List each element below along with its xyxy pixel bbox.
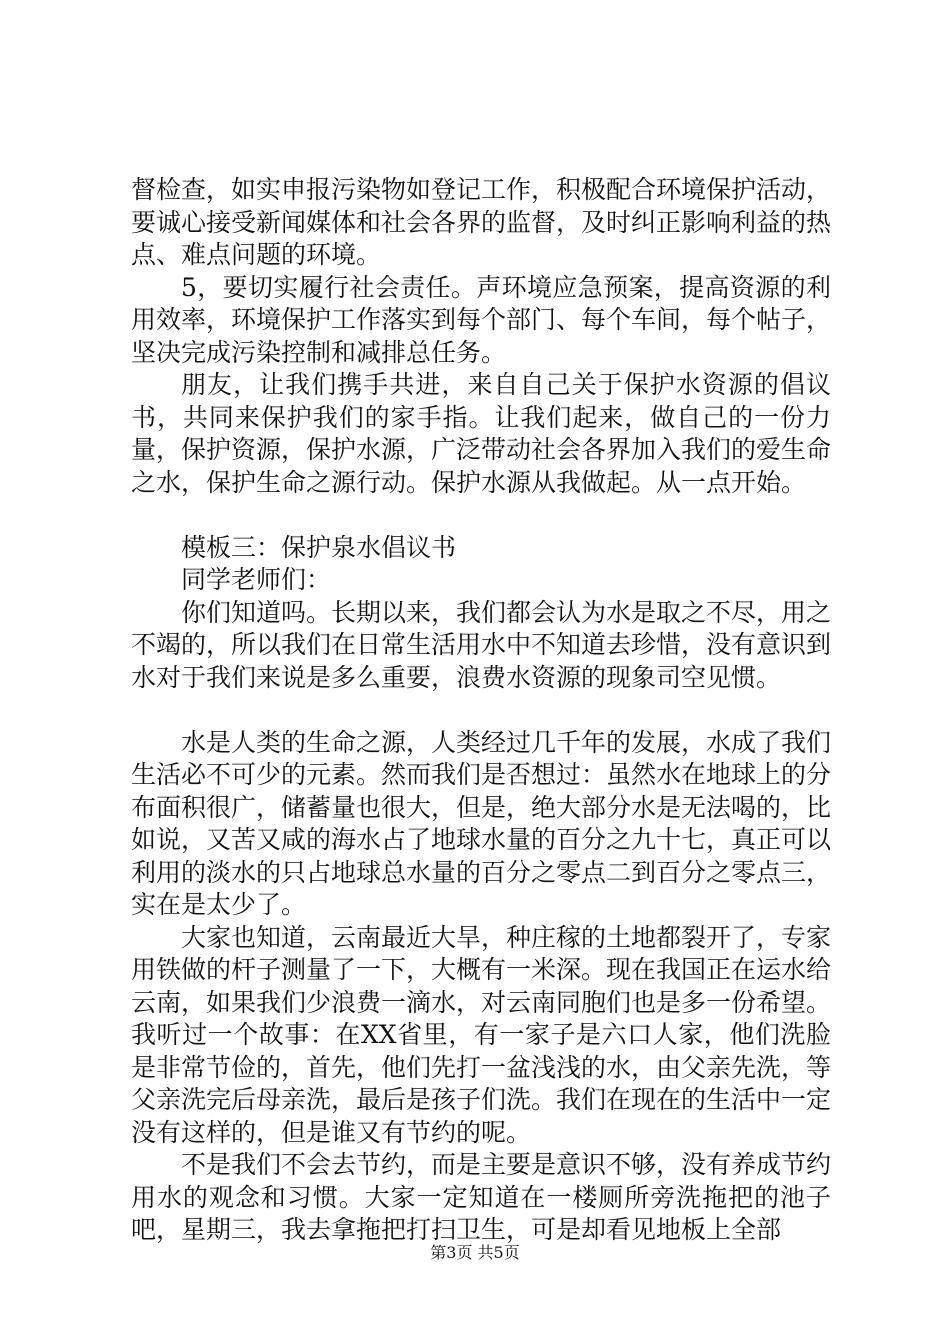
paragraph-continuation: 督检查，如实申报污染物如登记工作，积极配合环境保护活动，要诚心接受新闻媒体和社会各界的监督，及时纠正影响利益的热点、难点问题的环境。 xyxy=(131,175,832,269)
salutation: 同学老师们： xyxy=(181,565,332,594)
paragraph-closing: 朋友，让我们携手共进，来自自己关于保护水资源的倡议书，共同来保护我们的家手指。让我们起来，做自己的一份力量，保护资源，保护水源，广泛带动社会各界加入我们的爱生命之水，保护生命之源行动。保护水源从我做起。从一点开始。 xyxy=(131,370,832,497)
section-heading: 模板三：保护泉水倡议书 xyxy=(181,532,457,562)
paragraph-awareness: 不是我们不会去节约，而是主要是意识不够，没有养成节约用水的观念和习惯。大家一定知道在一楼厕所旁洗拖把的池子吧，星期三，我去拿拖把打扫卫生，可是却看见地板上全部 xyxy=(131,1150,832,1244)
paragraph-intro: 你们知道吗。长期以来，我们都会认为水是取之不尽，用之不竭的，所以我们在日常生活用水中不知道去珍惜，没有意识到水对于我们来说是多么重要，浪费水资源的现象司空见惯。 xyxy=(131,597,832,692)
paragraph-yunnan-drought: 大家也知道，云南最近大旱，种庄稼的土地都裂开了，专家用铁做的杆子测量了一下，大概有一米深。现在我国正在运水给云南，如果我们少浪费一滴水，对云南同胞们也是多一份希望。我听过一个故事：在XX省里，有一家子是六口人家，他们洗脸是非常节俭的，首先，他们先打一盆浅浅的水，由父亲先洗，等父亲洗完后母亲洗，最后是孩子们洗。我们在现在的生活中一定没有这样的，但是谁又有节约的呢。 xyxy=(131,922,832,1147)
paragraph-item-5: 5，要切实履行社会责任。声环境应急预案，提高资源的利用效率，环境保护工作落实到每个部门、每个车间，每个帖子，坚决完成污染控制和减排总任务。 xyxy=(131,272,832,367)
page-number-footer: 第3页 共5页 xyxy=(430,1243,520,1262)
document-body xyxy=(131,174,831,1247)
paragraph-spacer xyxy=(131,694,831,727)
paragraph-spacer xyxy=(131,499,831,532)
paragraph-water-source: 水是人类的生命之源，人类经过几千年的发展，水成了我们生活必不可少的元素。然而我们是否想过：虽然水在地球上的分布面积很广，储蓄量也很大，但是，绝大部分水是无法喝的，比如说，又苦又咸的海水占了地球水量的百分之九十七，真正可以利用的淡水的只占地球总水量的百分之零点二到百分之零点三，实在是太少了。 xyxy=(131,727,832,919)
